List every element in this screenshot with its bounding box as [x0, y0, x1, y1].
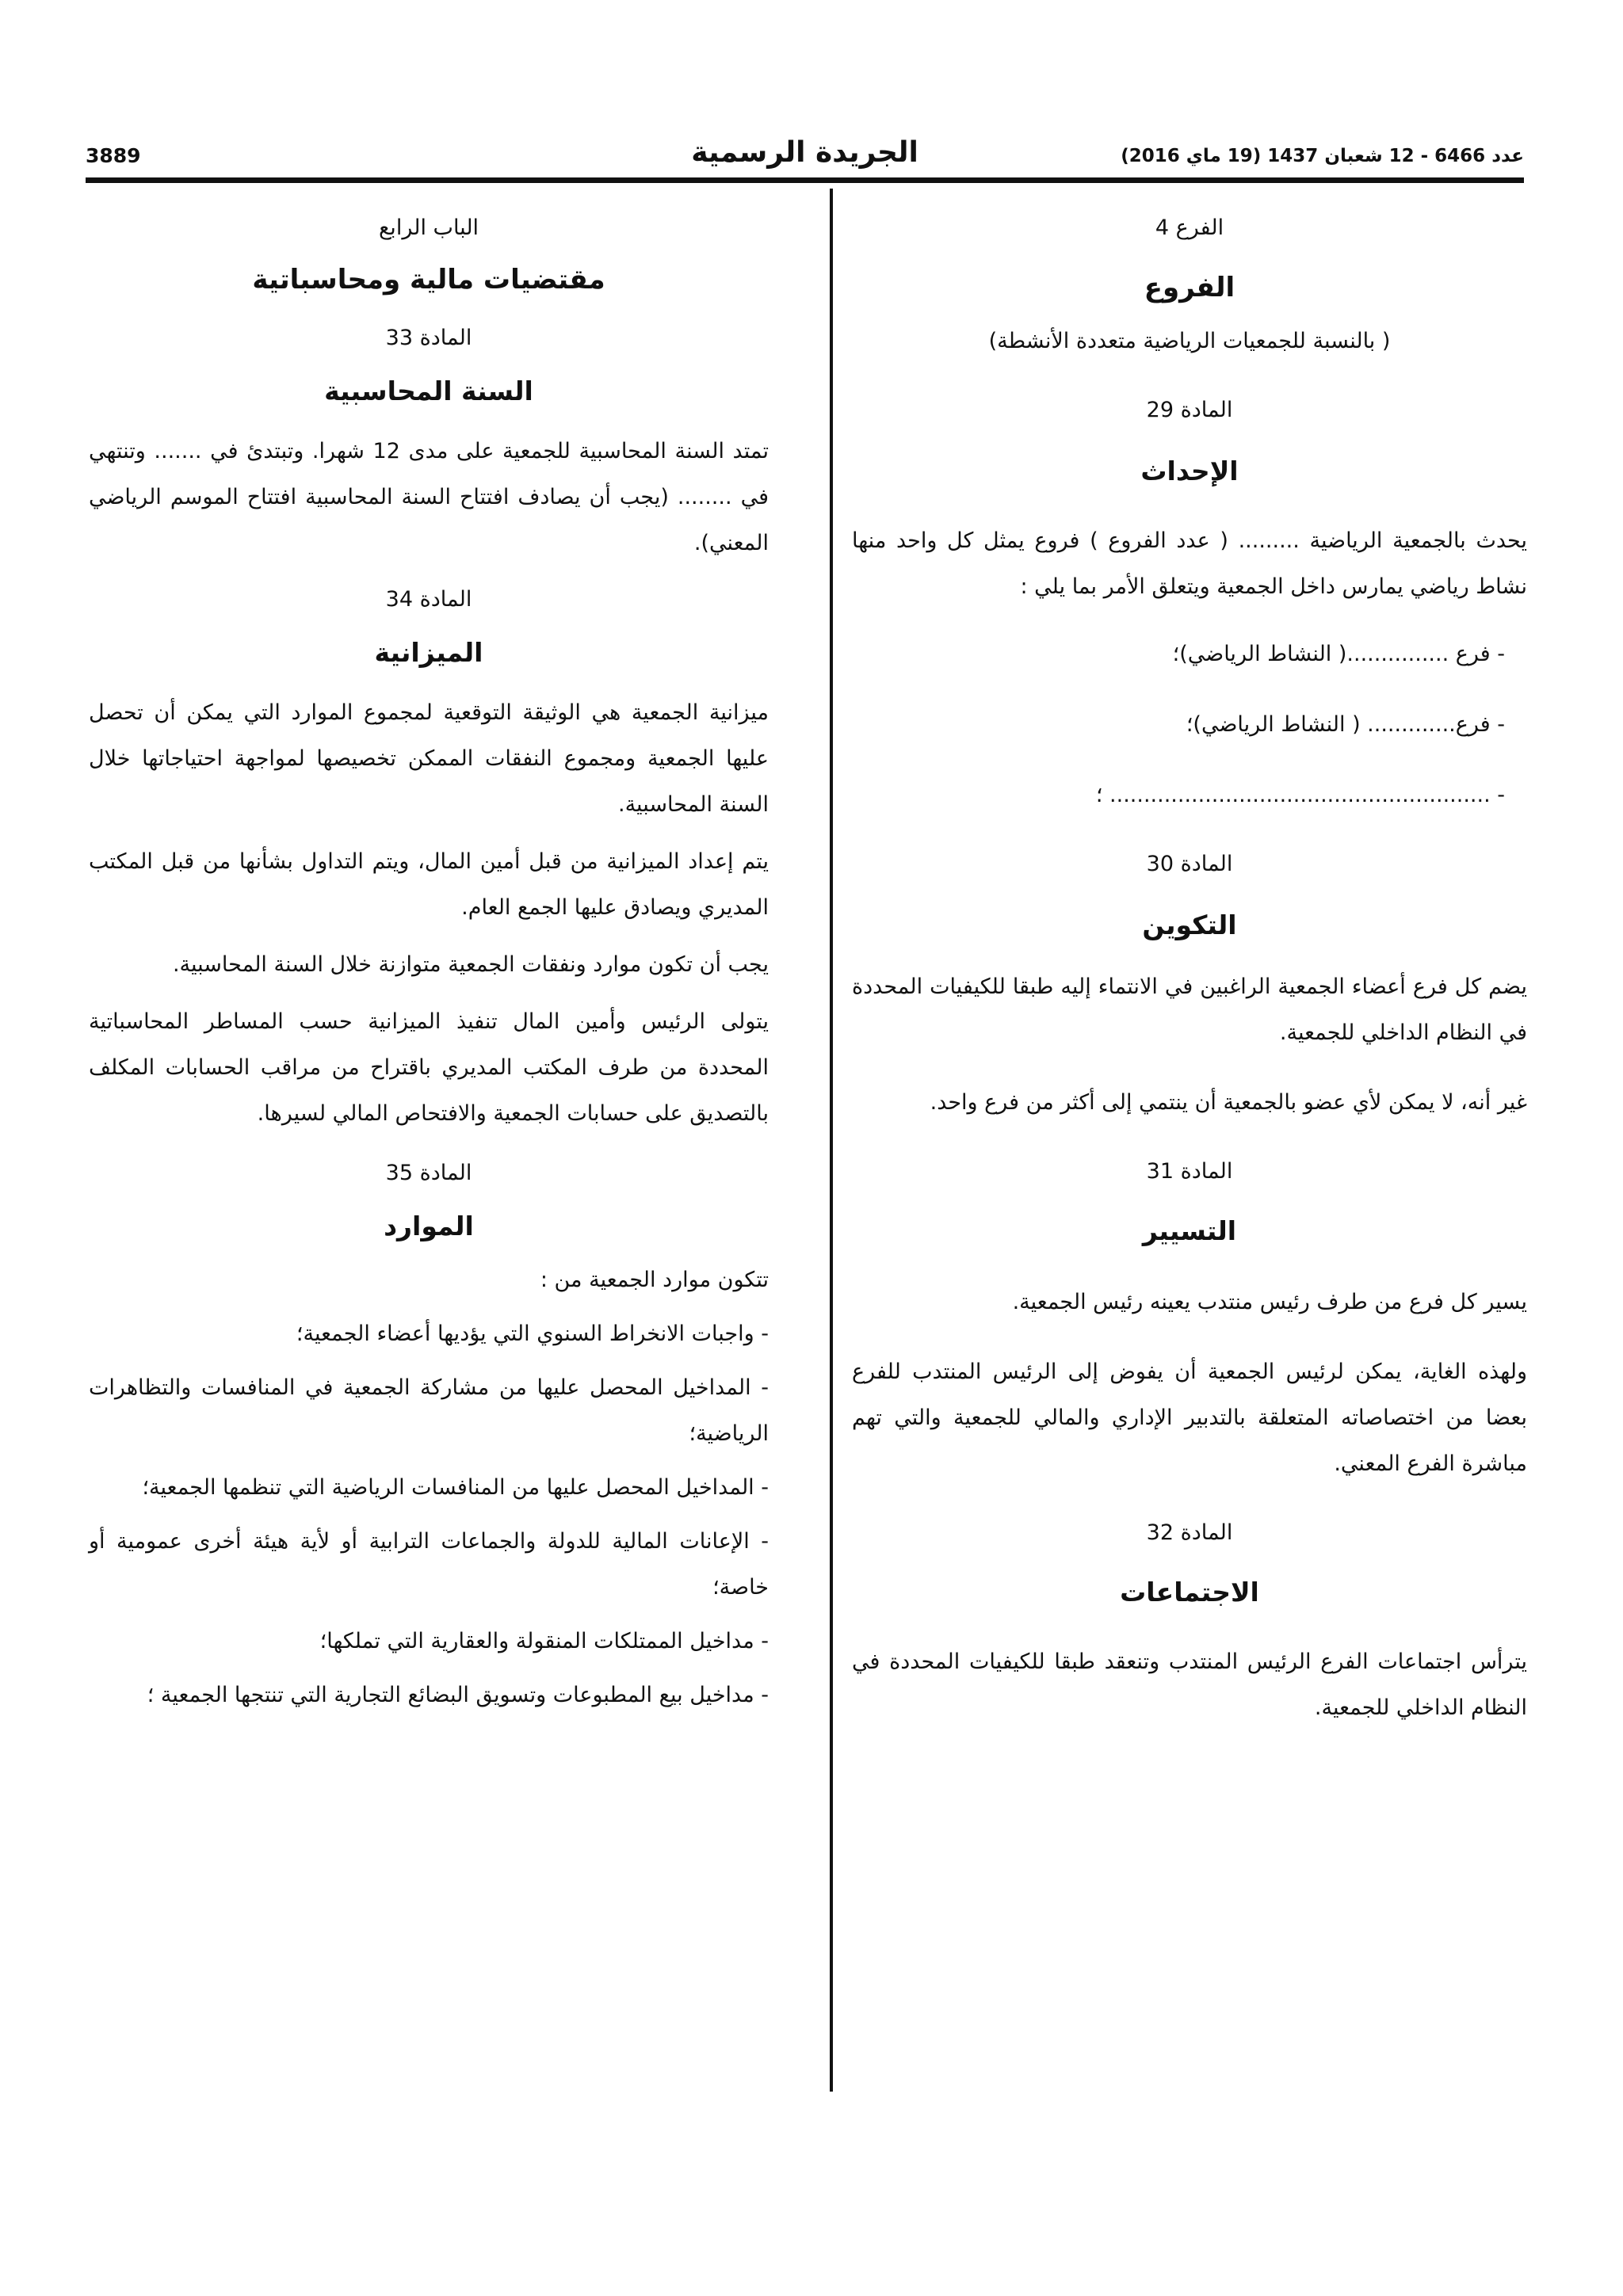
list-item: - واجبات الانخراط السنوي التي يؤديها أعضاء الجمعية؛ — [296, 1322, 769, 1346]
list-item: - مداخيل بيع المطبوعات وتسويق البضائع التجارية التي تنتجها الجمعية ؛ — [147, 1683, 769, 1707]
chapter-title: مقتضيات مالية ومحاسباتية — [252, 264, 605, 296]
section-label: الفرع 4 — [1155, 215, 1224, 240]
article-31-p1: يسير كل فرع من طرف رئيس منتدب يعينه رئيس الجمعية. — [1012, 1290, 1527, 1314]
list-item: - مداخيل الممتلكات المنقولة والعقارية التي تملكها؛ — [319, 1629, 769, 1653]
article-31-number: المادة 31 — [1146, 1159, 1233, 1184]
chapter-label: الباب الرابع — [378, 215, 479, 240]
article-35-number: المادة 35 — [385, 1161, 472, 1185]
article-32-number: المادة 32 — [1146, 1520, 1233, 1545]
gazette-title: الجريدة الرسمية — [691, 136, 918, 169]
article-33-title: السنة المحاسبية — [324, 376, 533, 406]
article-35-intro: تتكون موارد الجمعية من : — [540, 1268, 769, 1292]
article-29-number: المادة 29 — [1146, 398, 1233, 422]
page-header — [86, 136, 1524, 174]
article-34-p3: يجب أن تكون موارد ونفقات الجمعية متوازنة خلال السنة المحاسبية. — [172, 952, 769, 977]
column-divider — [830, 189, 833, 2092]
article-30-p2: غير أنه، لا يمكن لأي عضو بالجمعية أن ينتمي إلى أكثر من فرع واحد. — [930, 1090, 1527, 1115]
article-29-title: الإحداث — [1140, 456, 1239, 486]
left-column — [89, 204, 769, 1718]
issue-info: عدد 6466 - 12 شعبان 1437 (19 ماي 2016) — [1121, 146, 1524, 166]
article-30-number: المادة 30 — [1146, 852, 1233, 876]
article-30-title: التكوين — [1142, 910, 1237, 940]
list-item: - الإعانات المالية للدولة والجماعات الترابية أو لأية هيئة أخرى عمومية أو خاصة؛ — [89, 1529, 769, 1600]
section-subtitle: ( بالنسبة للجمعيات الرياضية متعددة الأنشطة) — [988, 329, 1391, 353]
section-title: الفروع — [1144, 272, 1235, 303]
article-35-title: الموارد — [384, 1211, 474, 1241]
article-33-number: المادة 33 — [385, 326, 472, 350]
article-29-text: يحدث بالجمعية الرياضية ......... ( عدد الفروع ) فروع يمثل كل واحد منها نشاط رياضي يمارس داخل الجمعية ويتعلق الأمر بما يلي : — [852, 528, 1527, 599]
article-34-p1: ميزانية الجمعية هي الوثيقة التوقعية لمجموع الموارد التي يمكن أن تحصل عليها الجمعية ومجموع النفقات الممكن تخصيصها لمواجهة احتياجاتها خلال السنة المحاسبية. — [89, 700, 769, 817]
article-34-p2: يتم إعداد الميزانية من قبل أمين المال، ويتم التداول بشأنها من قبل المكتب المديري ويصادق عليها الجمع العام. — [89, 849, 769, 920]
article-34-p4: يتولى الرئيس وأمين المال تنفيذ الميزانية حسب المساطر المحاسباتية المحددة من طرف المكتب المديري باقتراح من مراقب الحسابات المكلف بالتصديق على حسابات الجمعية والافتحاص المالي لسيرها. — [89, 1009, 769, 1126]
article-31-title: التسيير — [1142, 1215, 1237, 1246]
article-31-p2: ولهذه الغاية، يمكن لرئيس الجمعية أن يفوض إلى الرئيس المنتدب للفرع بعضا من اختصاصاته المتعلقة بالتدبير الإداري والمالي للجمعية والتي تهم مباشرة الفرع المعني. — [852, 1360, 1527, 1476]
list-item: - المداخيل المحصل عليها من مشاركة الجمعية في المنافسات والتظاهرات الرياضية؛ — [89, 1375, 769, 1446]
article-29-item-3: - ........................................................ ؛ — [1095, 783, 1505, 807]
article-30-p1: يضم كل فرع أعضاء الجمعية الراغبين في الانتماء إليه طبقا للكيفيات المحددة في النظام الداخلي للجمعية. — [852, 974, 1527, 1045]
article-34-number: المادة 34 — [385, 587, 472, 612]
article-29-item-1: - فرع ...............( النشاط الرياضي)؛ — [1172, 642, 1505, 666]
page-number: 3889 — [86, 144, 141, 167]
list-item: - المداخيل المحصل عليها من المنافسات الرياضية التي تنظمها الجمعية؛ — [142, 1475, 769, 1500]
article-33-text: تمتد السنة المحاسبية للجمعية على مدى 12 شهرا. وتبتدئ في ....... وتنتهي في ........ (يجب أن يصادف افتتاح السنة المحاسبية افتتاح الموسم الرياضي المعني). — [89, 439, 769, 555]
resources-list — [89, 1311, 769, 1718]
header-rule — [86, 177, 1524, 183]
right-column — [852, 204, 1527, 1731]
article-32-title: الاجتماعات — [1120, 1577, 1259, 1608]
article-29-item-2: - فرع............. ( النشاط الرياضي)؛ — [1186, 712, 1505, 737]
article-34-title: الميزانية — [374, 637, 483, 668]
article-32-p1: يترأس اجتماعات الفرع الرئيس المنتدب وتنعقد طبقا للكيفيات المحددة في النظام الداخلي للجمعية. — [852, 1650, 1527, 1720]
